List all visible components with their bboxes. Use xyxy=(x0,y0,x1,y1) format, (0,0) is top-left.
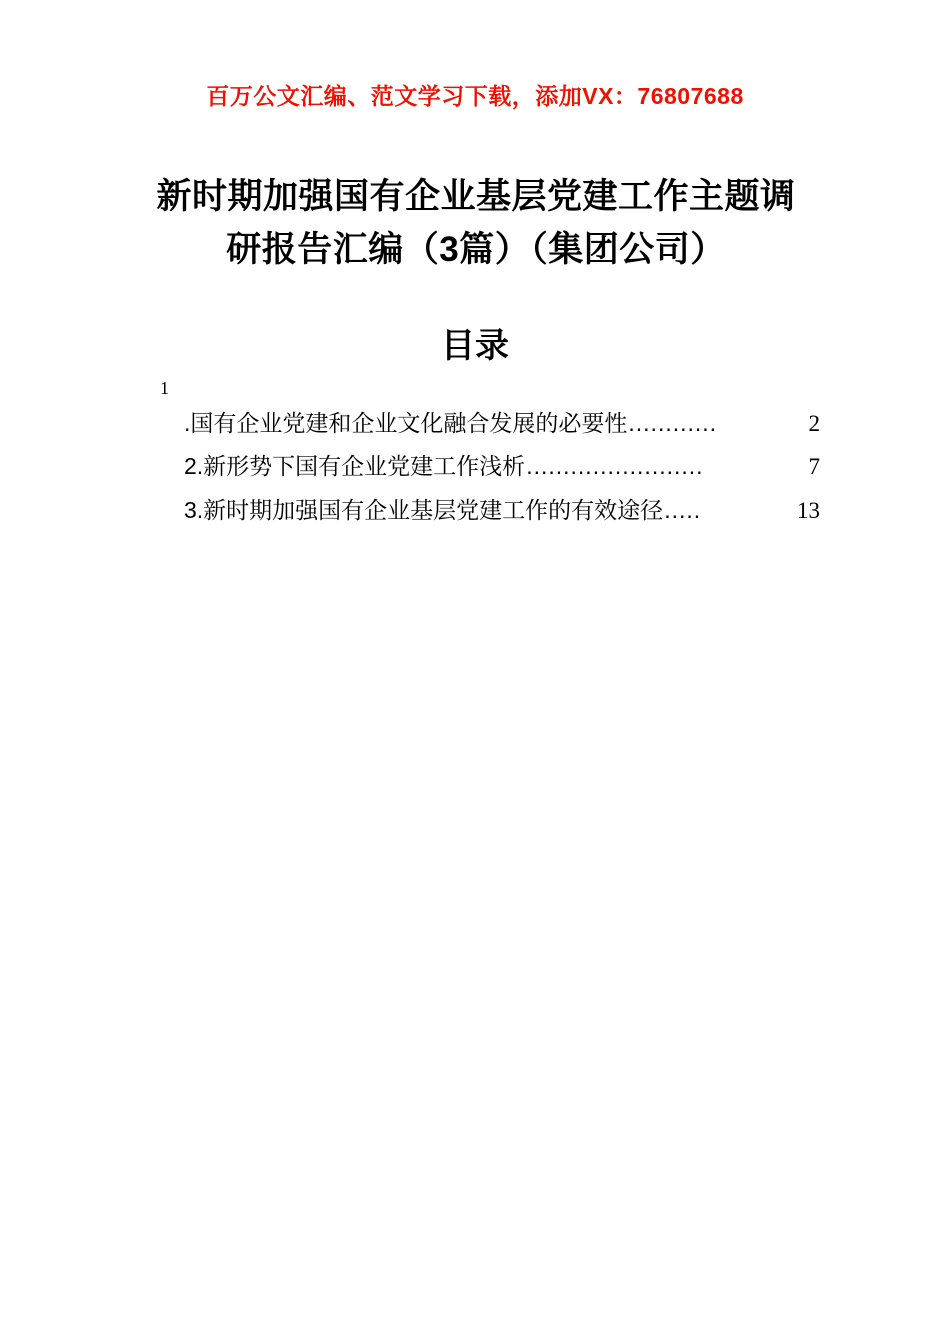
toc-first-item-number: 1 xyxy=(160,378,169,398)
toc-heading: 目录 xyxy=(441,328,509,365)
toc-page-number: 13 xyxy=(797,497,820,523)
toc-entry-1[interactable] xyxy=(160,402,820,446)
toc-page-number: 7 xyxy=(808,454,820,480)
toc-entry-label: .国有企业党建和企业文化融合发展的必要性 xyxy=(184,409,628,436)
table-of-contents xyxy=(160,378,820,532)
toc-entry-3[interactable] xyxy=(160,489,820,533)
toc-leader-dots: ........................ xyxy=(526,453,704,480)
toc-entry-2[interactable] xyxy=(160,445,820,489)
toc-leader-dots: ..... xyxy=(664,496,702,523)
toc-leader-dots: ............ xyxy=(628,409,718,436)
toc-page-number: 2 xyxy=(808,410,820,436)
toc-entry-label: 3.新时期加强国有企业基层党建工作的有效途径 xyxy=(184,496,664,523)
toc-entry-label: 2.新形势下国有企业党建工作浅析 xyxy=(184,453,526,480)
page-title: 新时期加强国有企业基层党建工作主题调研报告汇编（3篇）（集团公司） xyxy=(156,177,796,270)
watermark-text: 百万公文汇编、范文学习下载，添加VX：76807688 xyxy=(206,83,744,109)
